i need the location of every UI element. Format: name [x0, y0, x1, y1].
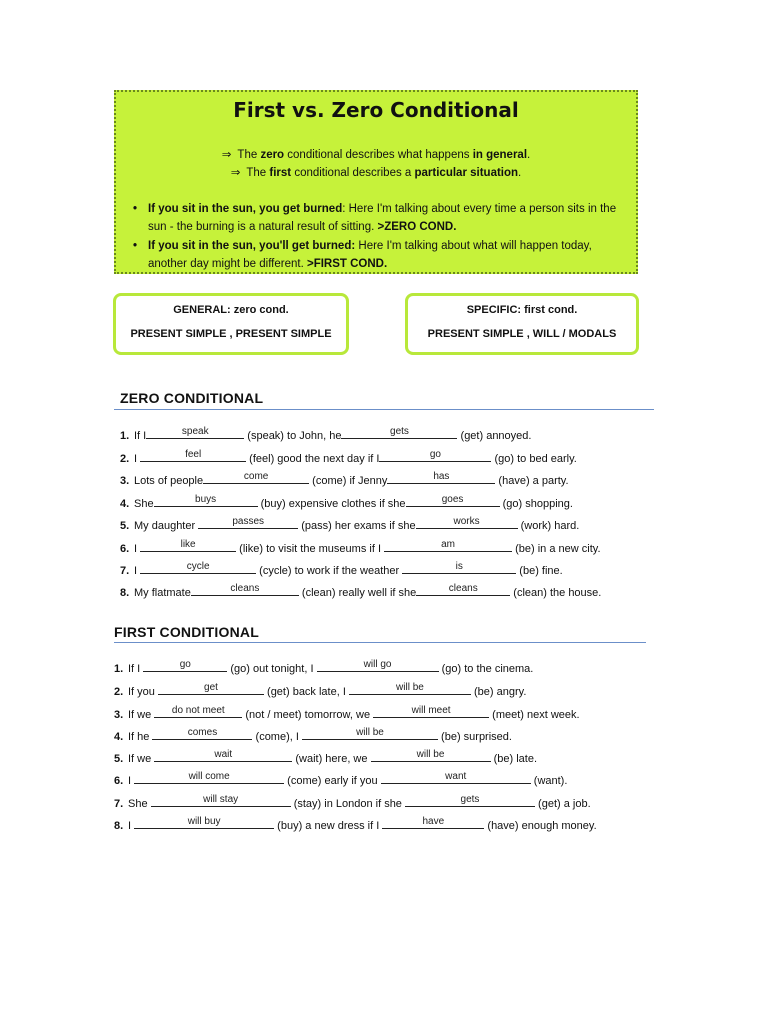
- answer-blank[interactable]: is: [402, 563, 516, 574]
- answer-blank[interactable]: do not meet: [154, 707, 242, 718]
- exercise-row: 8. My flatmate cleans (clean) really well if she cleans (clean) the house.: [120, 583, 602, 599]
- answer-blank[interactable]: will meet: [373, 707, 489, 718]
- rule-zero: ⇒ The zero conditional describes what happens in general.: [221, 149, 531, 161]
- pill-formula: PRESENT SIMPLE , PRESENT SIMPLE: [130, 328, 332, 340]
- exercise-row: 1. If I speak (speak) to John, he gets (get) annoyed.: [120, 426, 532, 442]
- answer-blank[interactable]: cleans: [416, 585, 510, 596]
- general-pill: [113, 293, 349, 355]
- answer-blank[interactable]: will stay: [151, 796, 291, 807]
- header-box: [114, 90, 638, 274]
- pill-title: SPECIFIC: first cond.: [466, 304, 578, 316]
- answer-blank[interactable]: goes: [406, 496, 500, 507]
- answer-blank[interactable]: cycle: [140, 563, 256, 574]
- answer-blank[interactable]: will come: [134, 773, 284, 784]
- answer-blank[interactable]: gets: [341, 428, 457, 439]
- answer-blank[interactable]: like: [140, 541, 236, 552]
- answer-blank[interactable]: will be: [371, 751, 491, 762]
- exercise-row: 7. I cycle (cycle) to work if the weather is (be) fine.: [120, 561, 563, 577]
- answer-blank[interactable]: wait: [154, 751, 292, 762]
- answer-blank[interactable]: go: [143, 661, 227, 672]
- exercise-row: 4. If he comes (come), I will be (be) surprised.: [114, 727, 512, 743]
- answer-blank[interactable]: am: [384, 541, 512, 552]
- bullet-zero: • If you sit in the sun, you get burned: Here I'm talking about every time a person sits in the sun - the burning is a natural result of sitting. >ZERO COND.: [130, 200, 624, 236]
- answer-blank[interactable]: works: [416, 518, 518, 529]
- answer-blank[interactable]: have: [382, 818, 484, 829]
- exercise-row: 6. I will come (come) early if you want (want).: [114, 771, 568, 787]
- answer-blank[interactable]: get: [158, 684, 264, 695]
- arrow-icon: ⇒: [221, 149, 232, 161]
- specific-pill: [405, 293, 639, 355]
- exercise-row: 4. She buys (buy) expensive clothes if she goes (go) shopping.: [120, 494, 573, 510]
- pill-title: GENERAL: zero cond.: [173, 304, 289, 316]
- page-title: First vs. Zero Conditional: [233, 98, 519, 122]
- answer-blank[interactable]: comes: [152, 729, 252, 740]
- pill-formula: PRESENT SIMPLE , WILL / MODALS: [427, 328, 617, 340]
- example-bullets: [130, 200, 624, 274]
- exercise-row: 6. I like (like) to visit the museums if I am (be) in a new city.: [120, 539, 601, 555]
- first-heading: FIRST CONDITIONAL: [114, 624, 259, 640]
- arrow-icon: ⇒: [230, 167, 241, 179]
- bullet-first: • If you sit in the sun, you'll get burned: Here I'm talking about what will happen today, another day might be different. >FIRST COND.: [130, 237, 624, 273]
- answer-blank[interactable]: will be: [349, 684, 471, 695]
- exercise-row: 2. I feel (feel) good the next day if I go (go) to bed early.: [120, 449, 577, 465]
- answer-blank[interactable]: feel: [140, 451, 246, 462]
- answer-blank[interactable]: cleans: [191, 585, 299, 596]
- answer-blank[interactable]: gets: [405, 796, 535, 807]
- answer-blank[interactable]: passes: [198, 518, 298, 529]
- exercise-row: 1. If I go (go) out tonight, I will go (go) to the cinema.: [114, 659, 534, 675]
- answer-blank[interactable]: come: [203, 473, 309, 484]
- exercise-row: 7. She will stay (stay) in London if she gets (get) a job.: [114, 794, 591, 810]
- exercise-row: 5. If we wait (wait) here, we will be (be) late.: [114, 749, 538, 765]
- rule-first: ⇒ The first conditional describes a particular situation.: [230, 167, 522, 179]
- answer-blank[interactable]: speak: [146, 428, 244, 439]
- exercise-row: 2. If you get (get) back late, I will be (be) angry.: [114, 682, 527, 698]
- answer-blank[interactable]: want: [381, 773, 531, 784]
- exercise-row: 5. My daughter passes (pass) her exams if she works (work) hard.: [120, 516, 580, 532]
- section-divider: [114, 642, 646, 643]
- exercise-row: 3. If we do not meet (not / meet) tomorrow, we will meet (meet) next week.: [114, 705, 580, 721]
- answer-blank[interactable]: will go: [317, 661, 439, 672]
- answer-blank[interactable]: has: [387, 473, 495, 484]
- exercise-row: 8. I will buy (buy) a new dress if I have (have) enough money.: [114, 816, 597, 832]
- answer-blank[interactable]: will buy: [134, 818, 274, 829]
- answer-blank[interactable]: buys: [154, 496, 258, 507]
- answer-blank[interactable]: will be: [302, 729, 438, 740]
- answer-blank[interactable]: go: [379, 451, 491, 462]
- exercise-row: 3. Lots of people come (come) if Jenny has (have) a party.: [120, 471, 569, 487]
- section-divider: [114, 409, 654, 410]
- zero-heading: ZERO CONDITIONAL: [120, 390, 264, 406]
